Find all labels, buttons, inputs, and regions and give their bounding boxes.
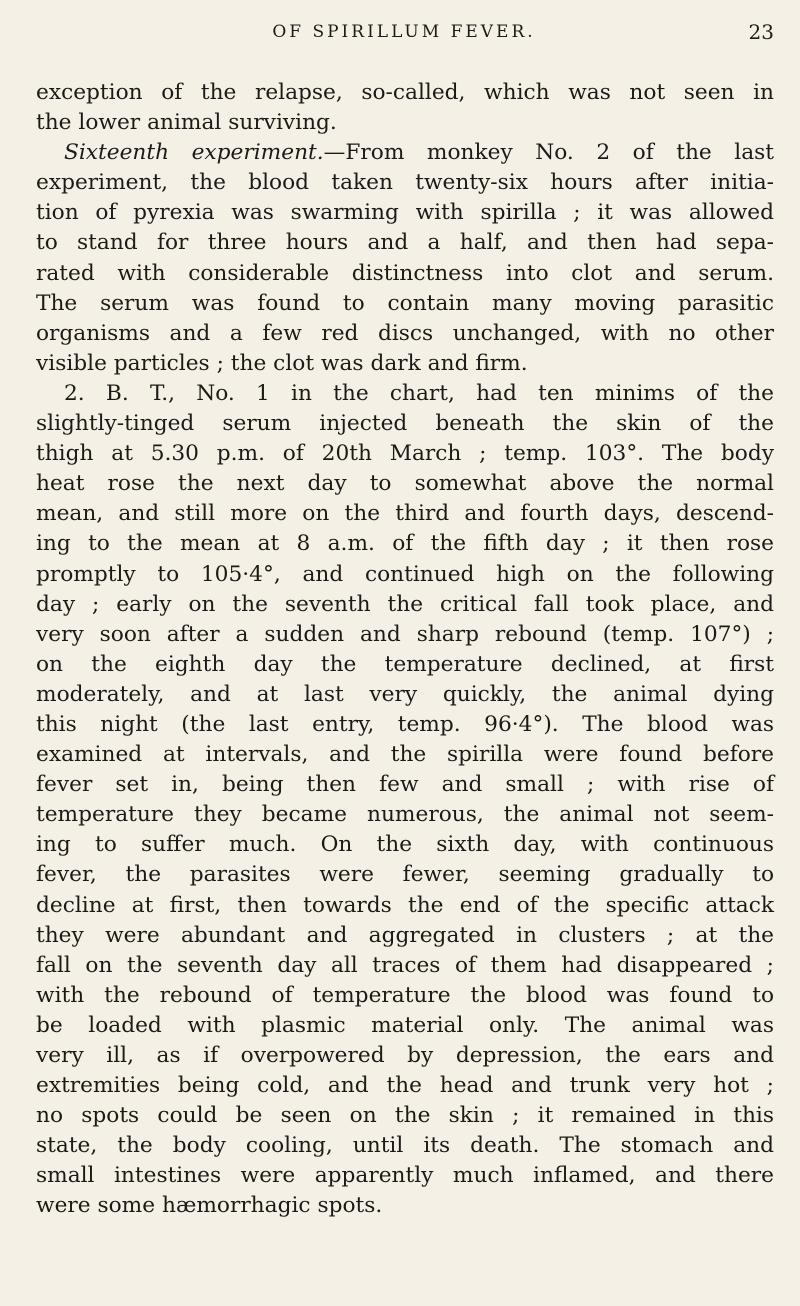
text-line: with the rebound of temperature the blood was found to xyxy=(36,982,774,1008)
text-line: ing to suffer much. On the sixth day, with continuous xyxy=(36,832,774,858)
text-line: state, the body cooling, until its death. The stomach and xyxy=(36,1133,774,1159)
text-line: ing to the mean at 8 a.m. of the fifth day ; it then rose xyxy=(36,531,774,557)
section-heading-line xyxy=(36,138,774,168)
text-line: rated with considerable distinctness into clot and serum. xyxy=(36,260,774,286)
page-number: 23 xyxy=(748,20,774,44)
text-line: experiment, the blood taken twenty-six hours after initia- xyxy=(36,170,774,196)
text-line: on the eighth day the temperature declined, at first xyxy=(36,651,774,677)
sixteenth-experiment-intro: —From monkey No. 2 of the last xyxy=(323,140,774,166)
running-title: OF SPIRILLUM FEVER. xyxy=(272,22,536,42)
text-line: examined at intervals, and the spirilla were found before xyxy=(36,742,774,768)
text-line: tion of pyrexia was swarming with spirilla ; it was allowed xyxy=(36,200,774,226)
text-line: temperature they became numerous, the animal not seem- xyxy=(36,802,774,828)
text-line: slightly-tinged serum injected beneath the skin of the xyxy=(36,411,774,437)
text-line: extremities being cold, and the head and trunk very hot ; xyxy=(36,1073,774,1099)
text-line: this night (the last entry, temp. 96·4°). The blood was xyxy=(36,711,774,737)
text-line: very soon after a sudden and sharp rebound (temp. 107°) ; xyxy=(36,621,774,647)
text-line: they were abundant and aggregated in clusters ; at the xyxy=(36,922,774,948)
text-line: no spots could be seen on the skin ; it remained in this xyxy=(36,1103,774,1129)
text-line: exception of the relapse, so-called, which was not seen in xyxy=(36,80,774,105)
text-line: fall on the seventh day all traces of them had disappeared ; xyxy=(36,952,774,978)
text-line: to stand for three hours and a half, and then had sepa- xyxy=(36,230,774,256)
sixteenth-experiment-heading: Sixteenth experiment. xyxy=(64,140,324,166)
text-line: The serum was found to contain many moving parasitic xyxy=(36,290,774,316)
text-line: promptly to 105·4°, and continued high on the following xyxy=(36,561,774,587)
text-line: be loaded with plasmic material only. The animal was xyxy=(36,1012,774,1038)
text-line: small intestines were apparently much inflamed, and there xyxy=(36,1163,774,1189)
text-line: fever, the parasites were fewer, seeming gradually to xyxy=(36,862,774,888)
text-line: fever set in, being then few and small ; with rise of xyxy=(36,772,774,798)
text-line: thigh at 5.30 p.m. of 20th March ; temp. 103°. The body xyxy=(36,441,774,467)
running-head xyxy=(34,12,774,52)
text-line: day ; early on the seventh the critical fall took place, and xyxy=(36,591,774,617)
body-text xyxy=(36,78,774,1222)
text-line: organisms and a few red discs unchanged, with no other xyxy=(36,320,774,346)
text-line: moderately, and at last very quickly, the animal dying xyxy=(36,681,774,707)
text-line: were some hæmorrhagic spots. xyxy=(36,1193,383,1219)
text-line: 2. B. T., No. 1 in the chart, had ten minims of the xyxy=(64,380,774,406)
text-line: mean, and still more on the third and fourth days, descend- xyxy=(36,501,774,527)
text-line: the lower animal surviving. xyxy=(36,110,337,136)
text-line: decline at first, then towards the end of the specific attack xyxy=(36,892,774,918)
text-line: very ill, as if overpowered by depression, the ears and xyxy=(36,1043,774,1068)
text-line: heat rose the next day to somewhat above the normal xyxy=(36,471,774,497)
text-line: visible particles ; the clot was dark and firm. xyxy=(36,350,528,376)
